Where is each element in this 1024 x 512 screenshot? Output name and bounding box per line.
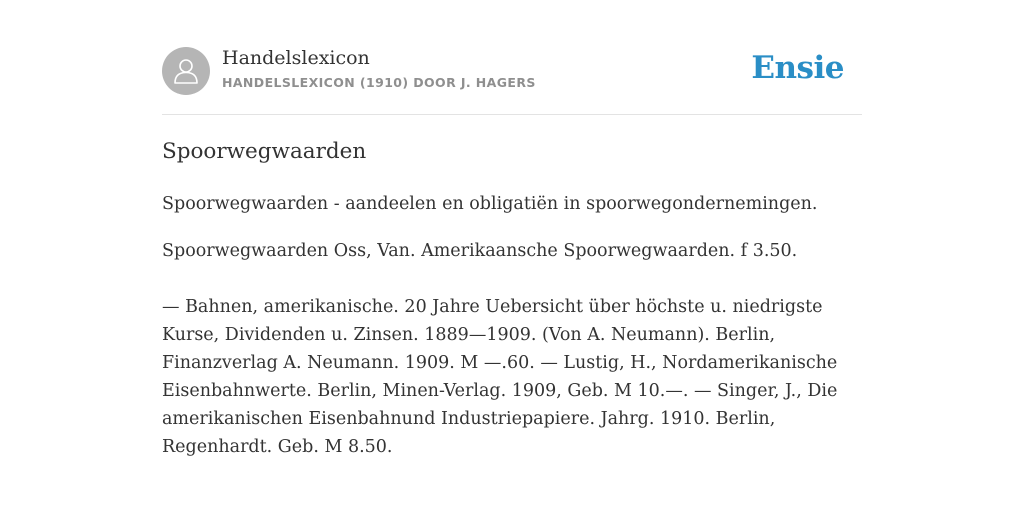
brand-logo[interactable]: Ensie	[751, 50, 844, 86]
content-container	[162, 0, 862, 512]
entry-paragraph-reference: Spoorwegwaarden Oss, Van. Amerikaansche Spoorwegwaarden. f 3.50.	[162, 241, 798, 261]
source-header	[162, 46, 862, 115]
user-icon	[172, 56, 200, 86]
entry-paragraph-definition: Spoorwegwaarden - aandeelen en obligatiën in spoorwegondernemingen.	[162, 194, 818, 214]
entry-paragraph-bibliography: — Bahnen, amerikanische. 20 Jahre Uebersicht über höchste u. niedrigste Kurse, Dividenden u. Zinsen. 1889—1909. (Von A. Neumann). Berlin, Finanzverlag A. Neumann. 1909. M —.60. — Lustig, H., Nordamerikanische Eisenbahnwerte. Berlin, Minen-Verlag. 1909, Geb. M 10.—. — Singer, J., Die amerikanischen Eisenbahnund Industriepapiere. Jahrg. 1910. Berlin, Regenhardt. Geb. M 8.50.	[162, 297, 838, 457]
source-subtitle: HANDELSLEXICON (1910) DOOR J. HAGERS	[222, 75, 536, 90]
source-title[interactable]: Handelslexicon	[222, 47, 370, 69]
entry-title: Spoorwegwaarden	[162, 139, 367, 164]
avatar[interactable]	[162, 47, 210, 95]
